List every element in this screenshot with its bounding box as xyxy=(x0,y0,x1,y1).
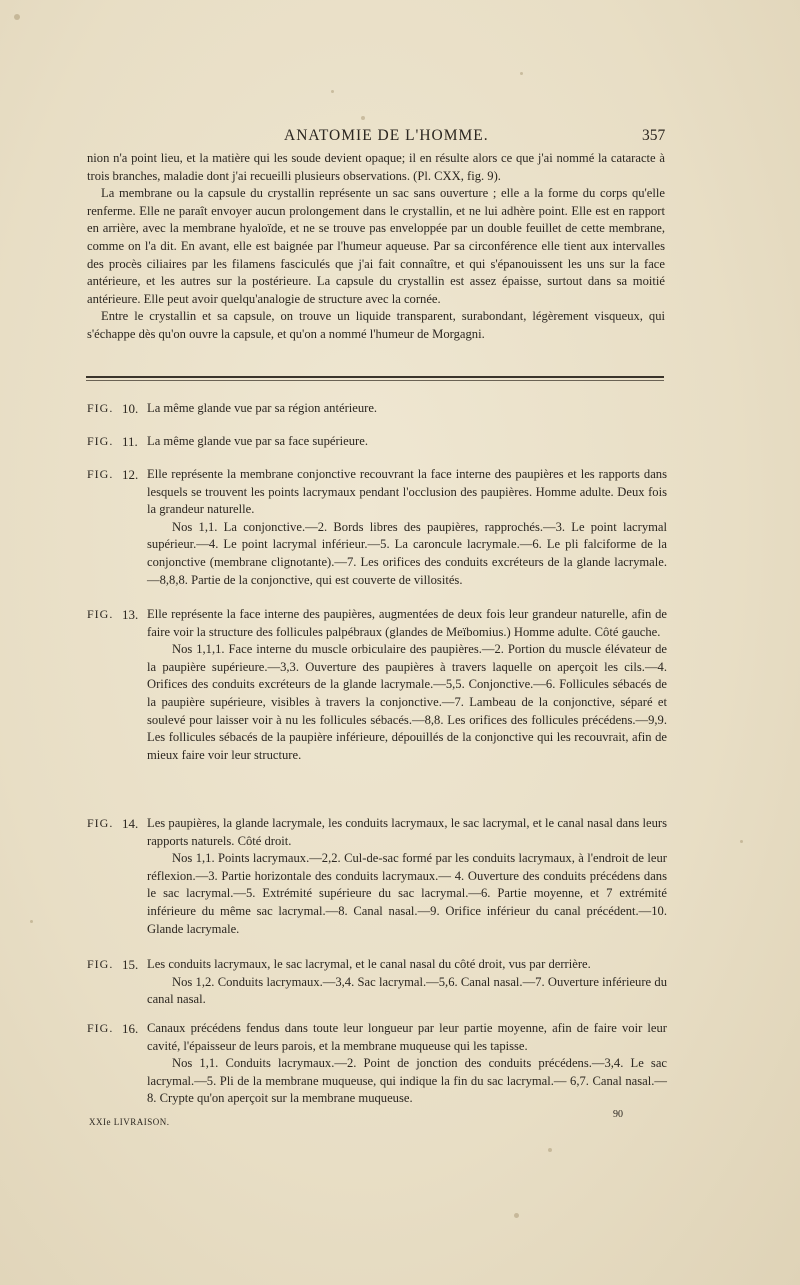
figure-caption: Elle représente la face interne des paupières, augmentées de deux fois leur grandeur naturelle, afin de faire voir la structure des follicules palpébraux (glandes de Meïbomius.) Homme adulte. Côté gauche. xyxy=(147,607,667,639)
figure-label: FIG. xyxy=(87,607,114,621)
figure-legend-items: Nos 1,2. Conduits lacrymaux.—3,4. Sac lacrymal.—5,6. Canal nasal.—7. Ouverture inférieure du canal nasal. xyxy=(147,974,667,1007)
running-title: ANATOMIE DE L'HOMME. xyxy=(284,127,489,144)
figure-label: FIG. xyxy=(87,434,114,448)
page-number: 357 xyxy=(642,127,666,144)
figure-legend-items: Nos 1,1,1. Face interne du muscle orbiculaire des paupières.—2. Portion du muscle élévateur de la paupière supérieure.—3,3. Ouverture des paupières à travers laquelle on aperçoit les cils.—4. Orifices des conduits excréteurs de la glande lacrymale.—5,5. Conjonctive.—6. Follicules sébacés de la paupière supérieure, visibles à travers la conjonctive.—7. Lambeau de la conjonctive, séparé et soulevé pour laisser voir à nu les follicules sébacés.—8,8. Les orifices des follicules précédens.—9,9. Les follicules sébacés de la paupière inférieure, dépouillés de la conjonctive qui les recouvrait, afin de mieux faire voir leur structure. xyxy=(147,642,667,762)
figure-legend-items: Nos 1,1. Points lacrymaux.—2,2. Cul-de-sac formé par les conduits lacrymaux, à l'endroit de leur réflexion.—3. Partie horizontale des conduits lacrymaux.— 4. Ouverture des conduits précédens dans le sac lacrymal.—5. Extrémité supérieure du sac lacrymal.—6. Partie moyenne, et 7 extrémité inférieure du même sac lacrymal.—8. Canal nasal.—9. Orifice inférieur du canal précédent.—10. Glande lacrymale. xyxy=(147,851,667,936)
figure-entry-13 xyxy=(87,606,667,764)
foxing-spot xyxy=(30,920,33,923)
foxing-spot xyxy=(514,1213,519,1218)
figure-number: 10. xyxy=(122,401,139,416)
foxing-spot xyxy=(740,840,743,843)
figure-entry-15 xyxy=(87,956,667,1009)
figure-label: FIG. xyxy=(87,401,114,415)
intro-text xyxy=(87,150,665,344)
figure-number: 12. xyxy=(122,467,139,482)
livraison-mark: XXIe LIVRAISON. xyxy=(89,1117,170,1127)
figure-caption: La même glande vue par sa face supérieure. xyxy=(147,434,368,448)
signature-mark: 90 xyxy=(613,1109,623,1120)
figure-caption: Canaux précédens fendus dans toute leur longueur par leur partie moyenne, afin de faire voir leur cavité, l'épaisseur de leurs parois, et la membrane muqueuse qui les tapisse. xyxy=(147,1021,667,1053)
figure-legend-items: Nos 1,1. Conduits lacrymaux.—2. Point de jonction des conduits précédens.—3,4. Le sac lacrymal.—5. Pli de la membrane muqueuse, qui indique la fin du sac lacrymal.— 6,7. Canal nasal.—8. Crypte qu'on aperçoit sur la membrane muqueuse. xyxy=(147,1056,667,1106)
foxing-spot xyxy=(520,72,523,75)
figure-caption: Elle représente la membrane conjonctive recouvrant la face interne des paupières et les rapports dans lesquels se trouvent les points lacrymaux pendant l'occlusion des paupières. Homme adulte. Deux fois la grandeur naturelle. xyxy=(147,467,667,517)
figure-caption: Les paupières, la glande lacrymale, les conduits lacrymaux, le sac lacrymal, et le canal nasal dans leurs rapports naturels. Côté droit. xyxy=(147,816,667,848)
intro-paragraph-1: nion n'a point lieu, et la matière qui les soude devient opaque; il en résulte alors ce que j'ai nommé la cataracte à trois branches, maladie dont j'ai recueilli plusieurs observations. (Pl. CXX, fig. 9). xyxy=(87,151,665,183)
figure-label: FIG. xyxy=(87,957,114,971)
foxing-spot xyxy=(548,1148,552,1152)
figure-legend-items: Nos 1,1. La conjonctive.—2. Bords libres des paupières, rapprochés.—3. Le point lacrymal supérieur.—4. Le point lacrymal inférieur.—5. La caroncule lacrymale.—6. Le pli falciforme de la conjonctive (membrane clignotante).—7. Les orifices des conduits excréteurs de la glande lacrymale.—8,8,8. Partie de la conjonctive, qui est couverte de villosités. xyxy=(147,519,667,587)
figure-entry-11 xyxy=(87,433,667,451)
figure-label: FIG. xyxy=(87,816,114,830)
figure-number: 16. xyxy=(122,1021,139,1036)
foxing-spot xyxy=(331,90,334,93)
page-header xyxy=(0,127,800,149)
figure-entry-12 xyxy=(87,466,667,589)
figure-caption: La même glande vue par sa région antérieure. xyxy=(147,401,378,415)
figure-entry-10 xyxy=(87,400,667,418)
section-divider xyxy=(86,376,664,378)
foxing-spot xyxy=(14,14,20,20)
figure-number: 11. xyxy=(122,434,138,449)
section-divider-thin xyxy=(86,380,664,381)
figure-entry-14 xyxy=(87,815,667,938)
figure-label: FIG. xyxy=(87,1021,114,1035)
figure-label: FIG. xyxy=(87,467,114,481)
intro-paragraph-3: Entre le crystallin et sa capsule, on trouve un liquide transparent, surabondant, légèrement visqueux, qui s'échappe dès qu'on ouvre la capsule, et qu'on a nommé l'humeur de Morgagni. xyxy=(87,309,665,341)
figure-number: 14. xyxy=(122,816,139,831)
figure-number: 15. xyxy=(122,957,139,972)
figure-caption: Les conduits lacrymaux, le sac lacrymal, et le canal nasal du côté droit, vus par derrière. xyxy=(147,957,591,971)
figure-entry-16 xyxy=(87,1020,667,1108)
figure-number: 13. xyxy=(122,607,139,622)
intro-paragraph-2: La membrane ou la capsule du crystallin représente un sac sans ouverture ; elle a la forme du corps qu'elle renferme. Elle ne paraît envoyer aucun prolongement dans le crystallin, et ne lui adhère point. Elle est en rapport en arrière, avec la membrane hyaloïde, et ne se trouve pas enveloppée par un double feuillet de cette membrane, comme on l'a dit. En avant, elle est baignée par l'humeur aqueuse. Par sa circonférence elle tient aux intervalles des procès ciliaires par les filamens fasciculés que j'ai fait connaître, et qui s'épanouissent les uns sur la face antérieure, et les autres sur la postérieure. La capsule du crystallin est assez épaisse, surtout dans sa moitié antérieure. Elle peut avoir quelqu'analogie de structure avec la cornée. xyxy=(87,186,665,306)
foxing-spot xyxy=(361,116,365,120)
